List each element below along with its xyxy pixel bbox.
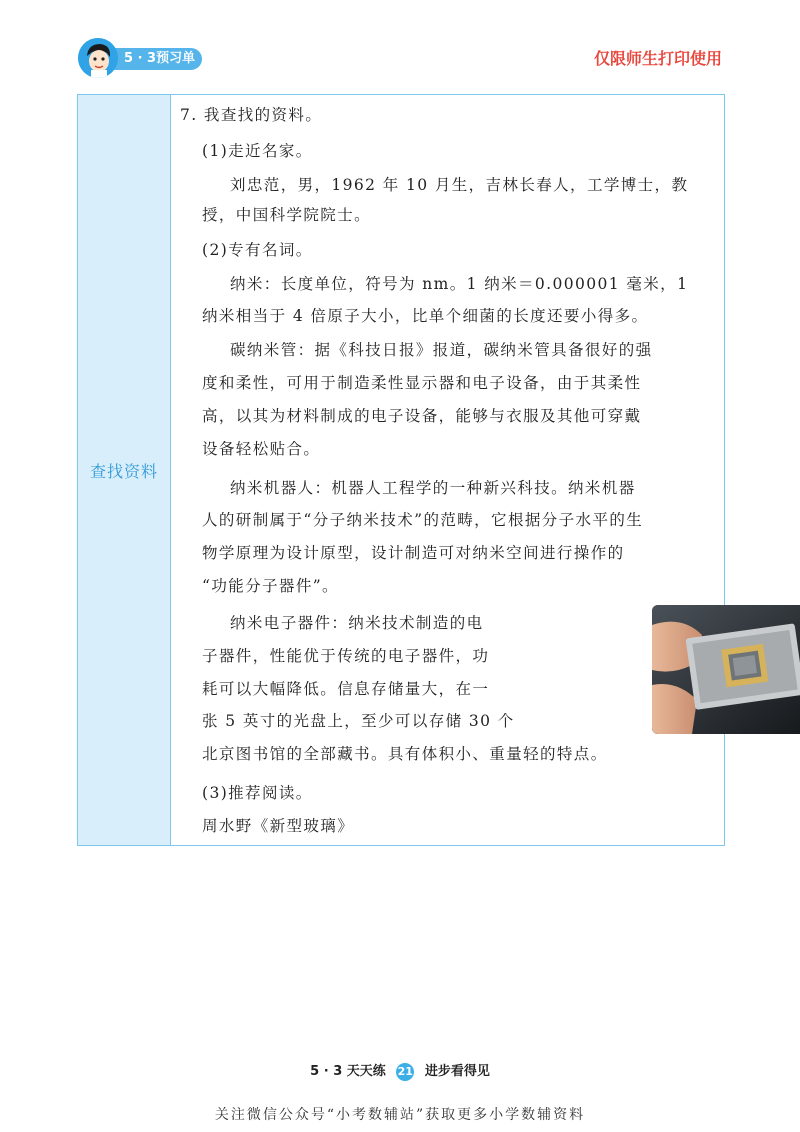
paragraph-line: 耗可以大幅降低。信息存储量大，在一 xyxy=(202,680,490,698)
recommended-book: 周水野《新型玻璃》 xyxy=(202,817,355,835)
section-label: 查找资料 xyxy=(89,462,158,481)
cartoon-mascot-icon xyxy=(78,38,118,78)
subheading: (3)推荐阅读。 xyxy=(202,784,313,802)
paragraph-line: 高，以其为材料制成的电子设备，能够与衣服及其他可穿戴 xyxy=(202,407,642,425)
paragraph-line: 人的研制属于“分子纳米技术”的范畴，它根据分子水平的生 xyxy=(202,511,644,529)
paragraph-line: 子器件，性能优于传统的电子器件，功 xyxy=(202,647,490,665)
materials-table xyxy=(77,94,725,846)
paragraph-line: 纳米相当于 4 倍原子大小，比单个细菌的长度还要小得多。 xyxy=(202,307,649,325)
paragraph-line: 纳米：长度单位，符号为 nm。1 纳米＝0.000001 毫米，1 xyxy=(230,275,689,293)
paragraph-line: 纳米电子器件：纳米技术制造的电 xyxy=(230,614,484,632)
paragraph-line: 物学原理为设计原型，设计制造可对纳米空间进行操作的 xyxy=(202,544,625,562)
subheading: (1)走近名家。 xyxy=(202,142,313,160)
usage-notice: 仅限师生打印使用 xyxy=(593,49,722,68)
paragraph-line: 纳米机器人：机器人工程学的一种新兴科技。纳米机器 xyxy=(230,479,636,497)
footer-slogan: 进步看得见 xyxy=(424,1064,490,1079)
paragraph-line: 度和柔性，可用于制造柔性显示器和电子设备，由于其柔性 xyxy=(202,374,642,392)
paragraph-line: 北京图书馆的全部藏书。具有体积小、重量轻的特点。 xyxy=(202,745,608,763)
paragraph-line: 张 5 英寸的光盘上，至少可以存储 30 个 xyxy=(202,712,515,730)
series-badge: 5 · 3预习单 xyxy=(104,48,202,70)
paragraph-line: 碳纳米管：据《科技日报》报道，碳纳米管具备很好的强 xyxy=(230,341,653,359)
paragraph-line: 设备轻松贴合。 xyxy=(202,440,321,458)
page-number: 21 xyxy=(396,1063,414,1081)
section-sidebar xyxy=(78,95,171,845)
item-heading: 7. 我查找的资料。 xyxy=(180,106,323,124)
paragraph-line: 刘忠范，男，1962 年 10 月生，吉林长春人，工学博士，教 xyxy=(230,176,689,194)
section-content xyxy=(170,95,724,845)
paragraph-line: 授，中国科学院院士。 xyxy=(202,206,372,224)
nano-chip-photo xyxy=(652,605,800,734)
page-header xyxy=(0,0,800,90)
page-footer xyxy=(0,1060,800,1081)
paragraph-line: “功能分子器件”。 xyxy=(202,577,339,595)
subheading: (2)专有名词。 xyxy=(202,241,313,259)
watermark-note: 关注微信公众号“小考数辅站”获取更多小学数辅资料 xyxy=(214,1107,586,1123)
footer-series: 5 · 3 天天练 xyxy=(310,1064,386,1079)
